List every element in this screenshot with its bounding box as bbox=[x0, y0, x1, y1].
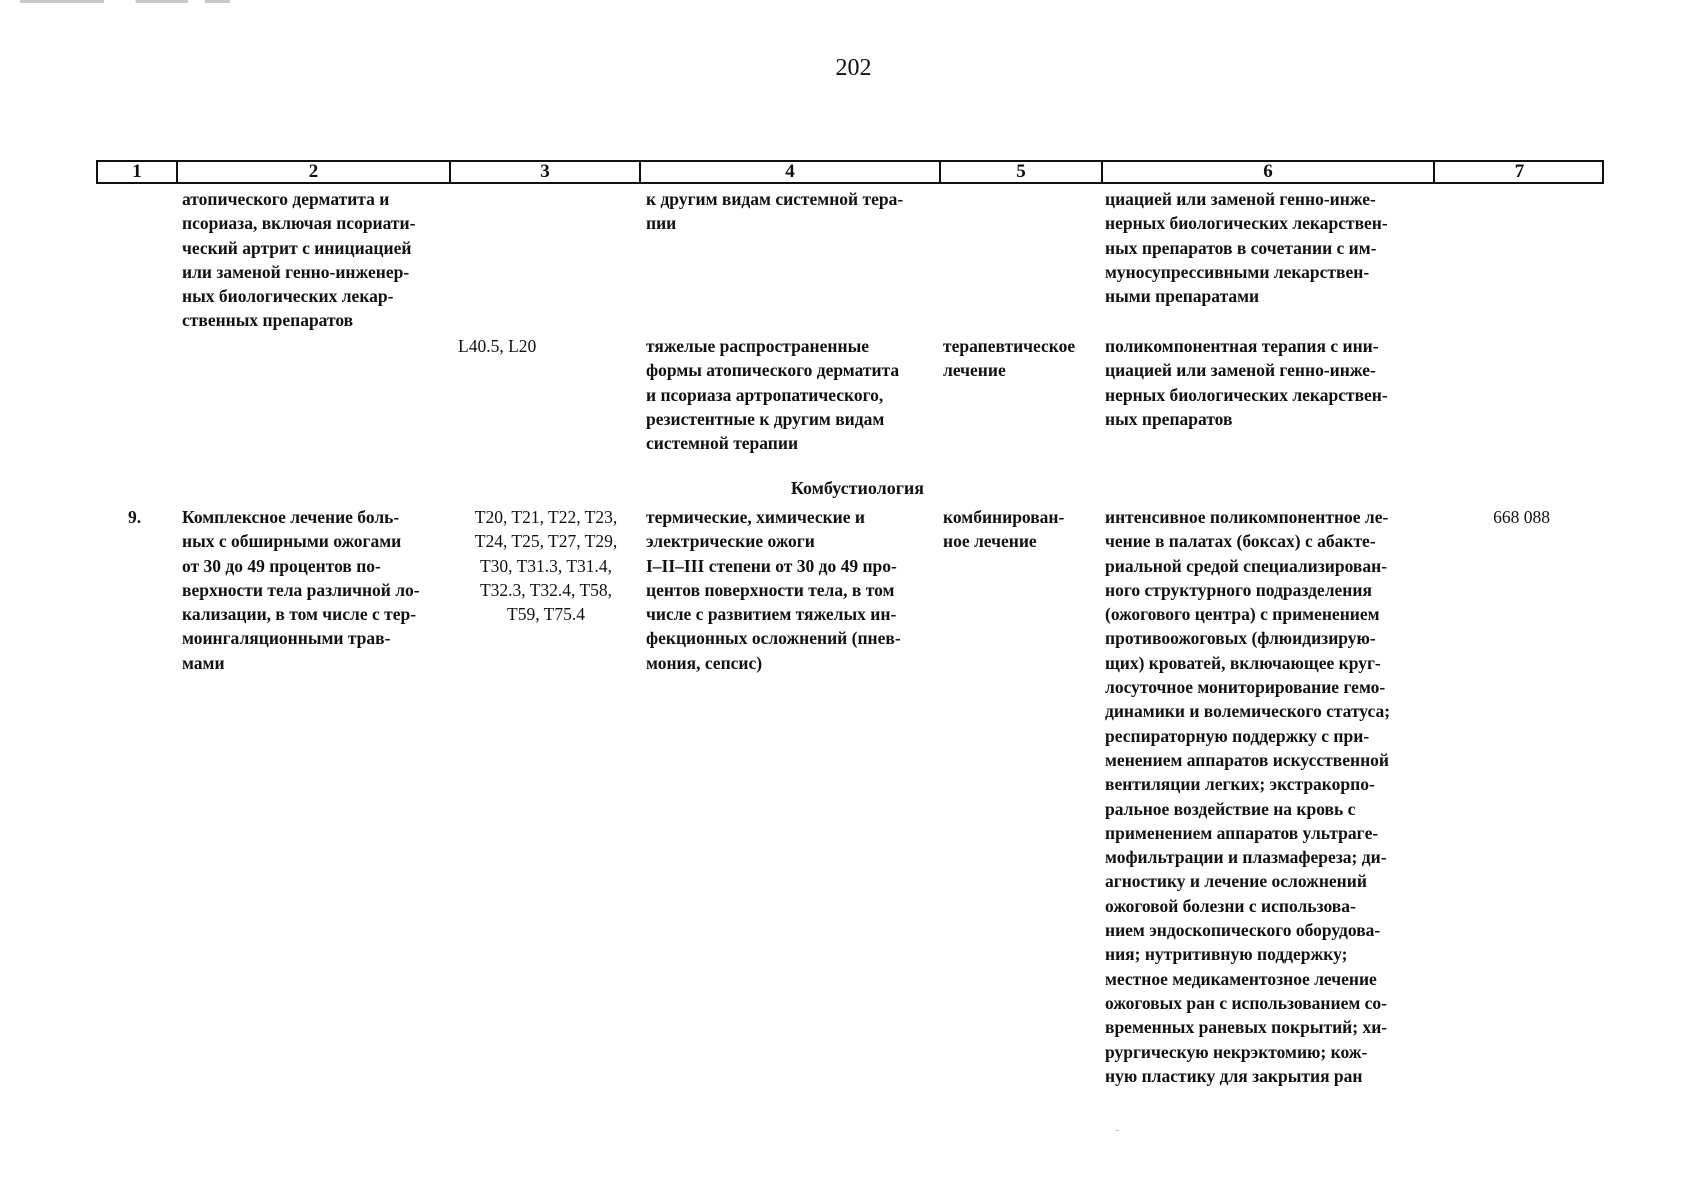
row-9-method: интенсивное поликомпонентное ле- чение в палатах (боксах) с абакте- риальной средой специализирован- ного структурного подразделения (ожогового центра) с применением противоожоговых (флюидизирую- щих) кроватей, включающее круг- лосуточное мониторирование гемо- динамики и волемического статуса; респираторную поддержку с при- менением аппаратов искусственной вентиляции легких; экстракорпо- ральное воздействие на кровь с применением аппаратов ультрагe- мофильтрации и плазмафереза; ди- агностику и лечение осложнений ожоговой болезни с использова- нием эндоскопического оборудова- ния; нутритивную поддержку; местное медикаментозное лечение ожоговых ран с использованием со- временных раневых покрытий; хи- рургическую некрэктомию; кож- ную пластику для закрытия ран bbox=[1105, 507, 1391, 1086]
row-9-treatment-type: комбинирован- ное лечение bbox=[943, 507, 1065, 552]
continued-condition-text: атопического дерматита и псориаза, включая псориати- ческий артрит с инициацией или заменой генно-инженер- ных биологических лекар- ственных препаратов bbox=[182, 189, 416, 331]
scan-speck bbox=[1116, 1130, 1119, 1131]
page-number: 202 bbox=[835, 55, 872, 81]
header-col-1: 1 bbox=[132, 161, 142, 182]
row-9-name: Комплексное лечение боль- ных с обширными ожогами от 30 до 49 процентов по- верхности тела различной ло- кализации, в том числе с тер- моингаляционными трав- мами bbox=[182, 507, 420, 673]
header-col-6: 6 bbox=[1101, 162, 1433, 182]
continued-method-text: циацией или заменой генно-инже- нерных биологических лекарствен- ных препаратов в сочетании с им- муносупрессивными лекарствен- ными препаратами bbox=[1105, 189, 1388, 307]
row-9-number: 9. bbox=[128, 507, 142, 527]
section-heading: Комбустиология bbox=[790, 478, 924, 498]
row-l40-codes: L40.5, L20 bbox=[458, 336, 537, 356]
row-l40-model: тяжелые распространенные формы атопического дерматита и псориаза артропатического, резистентные к другим видам системной терапии bbox=[646, 336, 900, 454]
row-9-codes: T20, T21, T22, T23, T24, T25, T27, T29, T30, T31.3, T31.4, T32.3, T32.4, T58, T59, T75.4 bbox=[474, 507, 618, 625]
table-header-row bbox=[96, 160, 1604, 184]
row-l40-method: поликомпонентная терапия с ини- циацией или заменой генно-инже- нерных биологических лекарствен- ных препаратов bbox=[1105, 336, 1388, 429]
continued-model-text: к другим видам системной тера- пии bbox=[646, 189, 904, 234]
row-9-model: термические, химические и электрические ожоги I–II–III степени от 30 до 49 про- центов поверхности тела, в том числе с развитием тяжелых ин- фекционных осложнений (пнев- мония, сепсис) bbox=[646, 507, 901, 673]
header-col-4: 4 bbox=[639, 162, 939, 182]
header-col-5: 5 bbox=[939, 162, 1101, 182]
header-col-2: 2 bbox=[176, 162, 449, 182]
row-9-cost: 668 088 bbox=[1493, 507, 1550, 527]
header-col-3: 3 bbox=[449, 162, 639, 182]
scan-artifact bbox=[20, 0, 230, 3]
header-col-7: 7 bbox=[1433, 162, 1604, 182]
row-l40-treatment-type: терапевтическое лечение bbox=[943, 336, 1076, 381]
